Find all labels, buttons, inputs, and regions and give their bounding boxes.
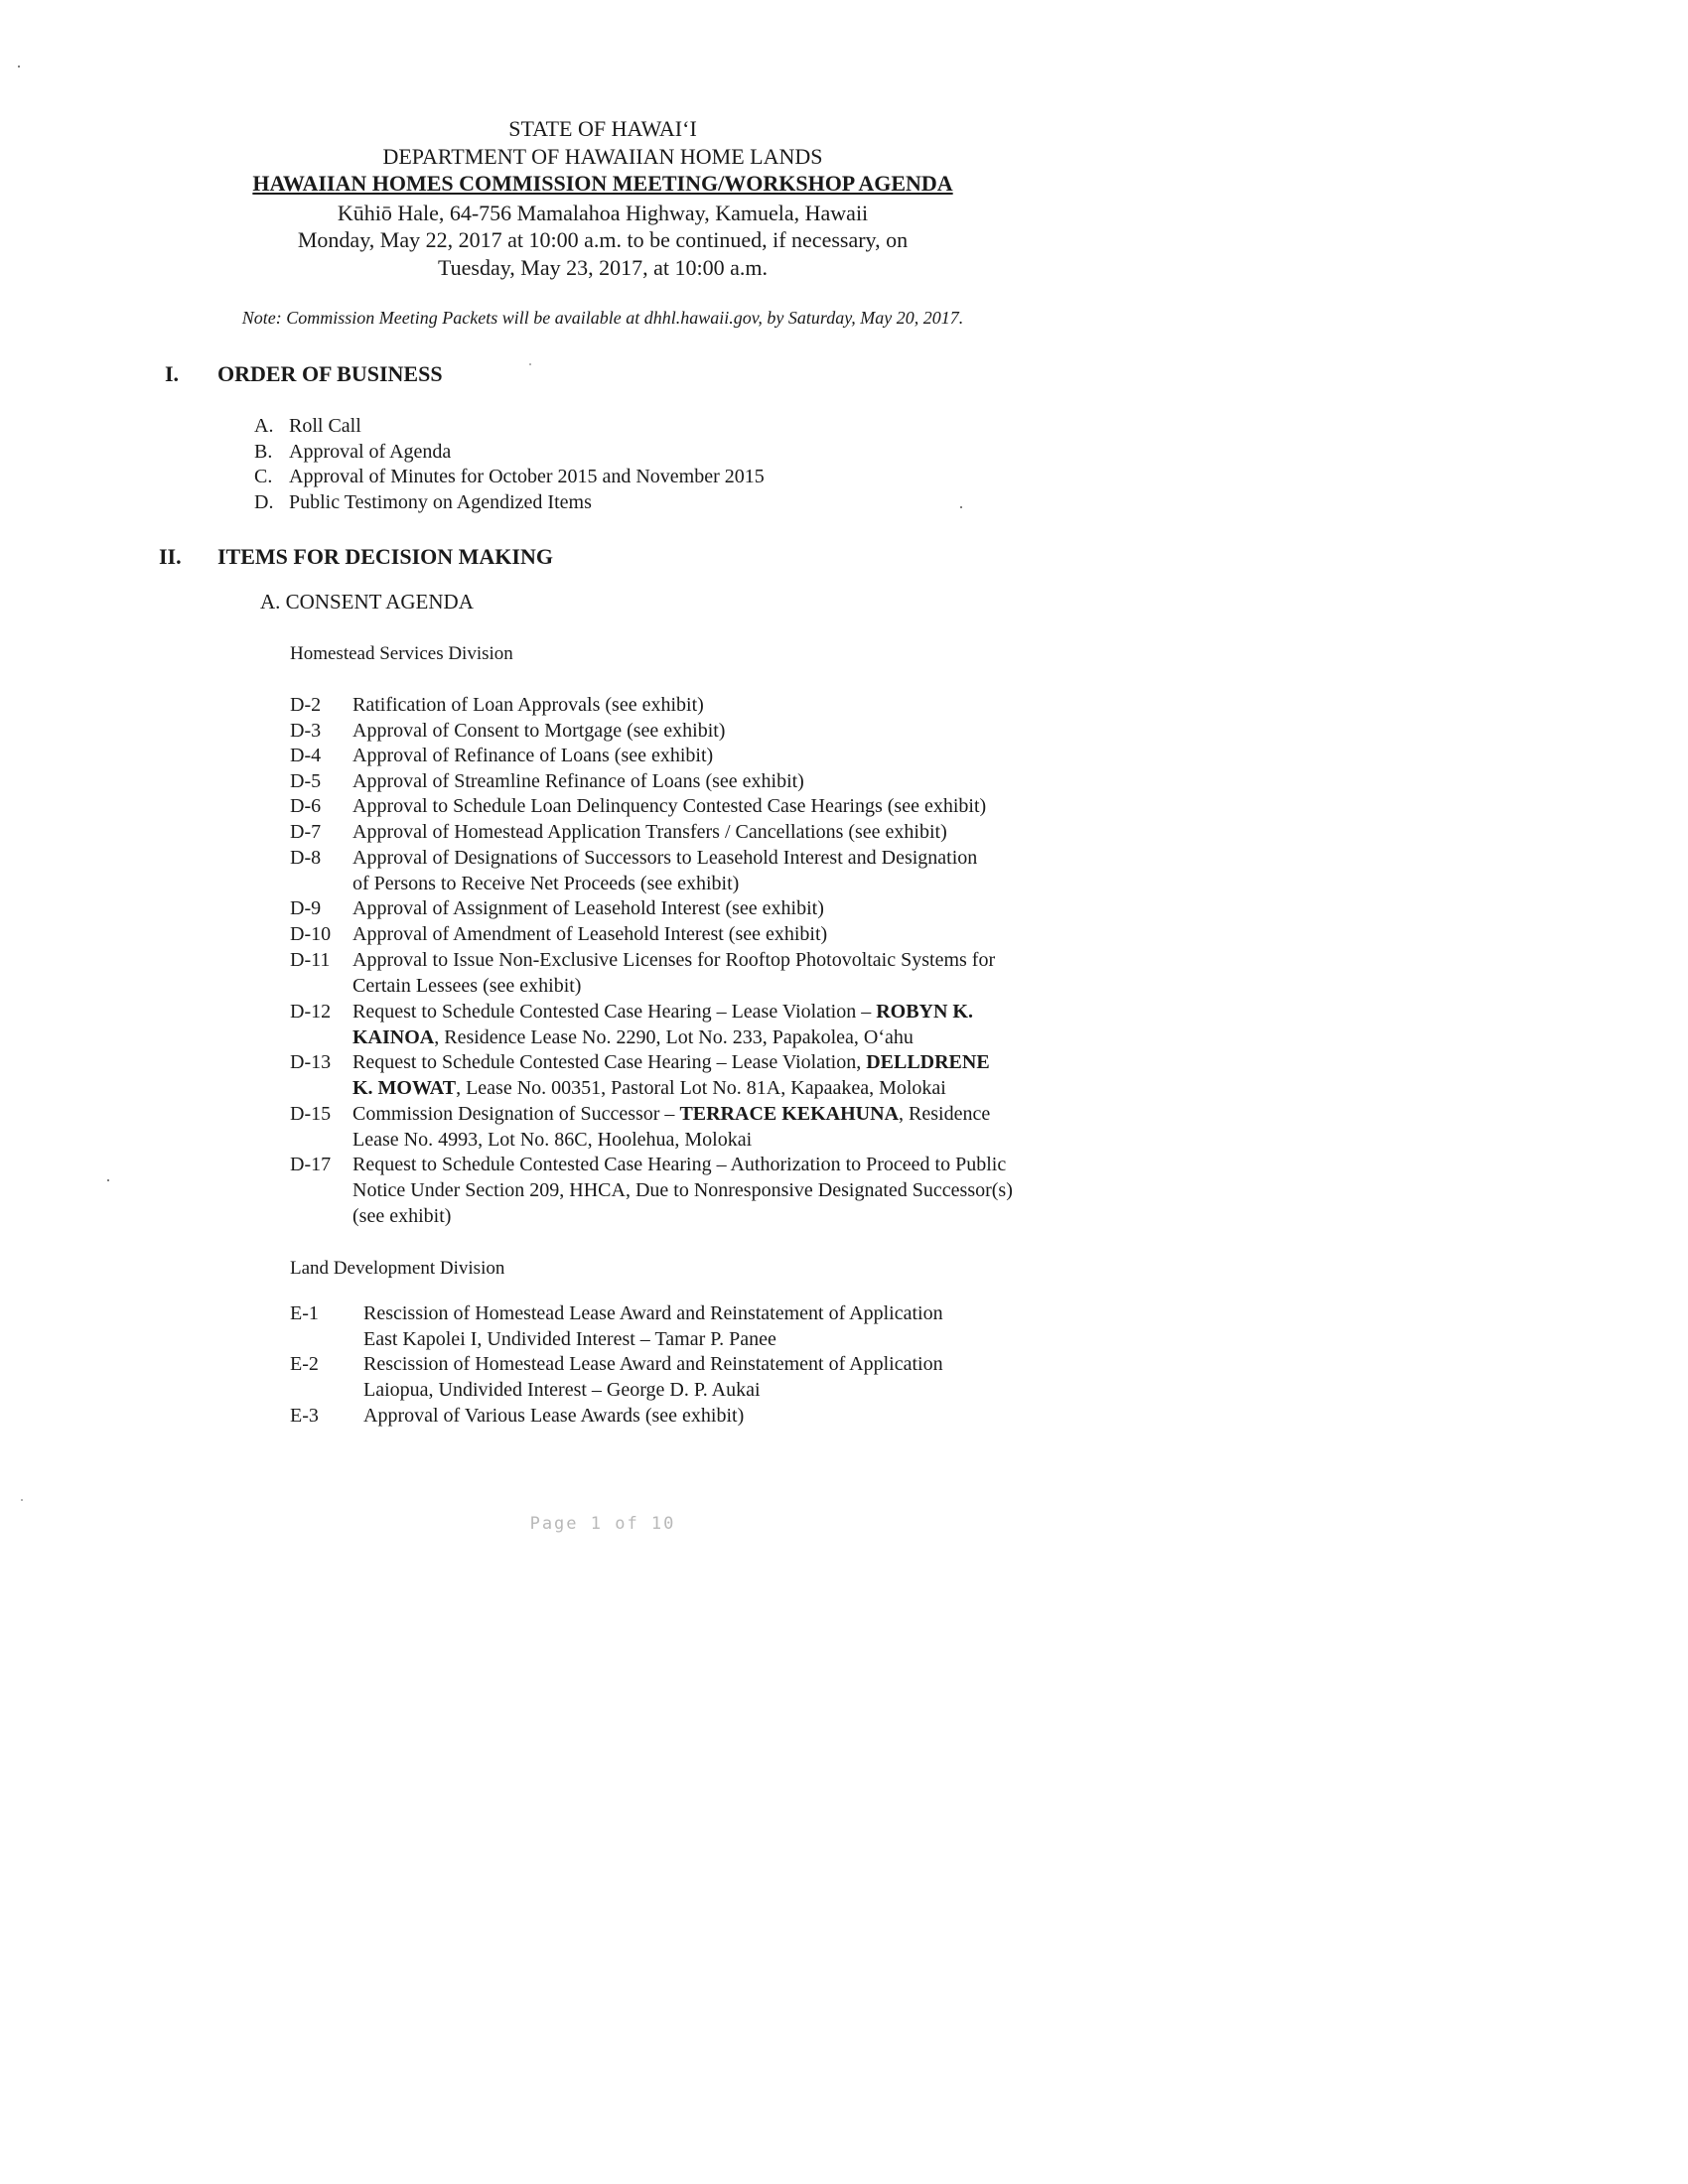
item-description: Approval of Streamline Refinance of Loans (see exhibit) xyxy=(352,770,804,792)
item-code: D-10 xyxy=(290,923,332,945)
item-description: Approval of Homestead Application Transfers / Cancellations (see exhibit) xyxy=(352,821,947,843)
item-code: D-2 xyxy=(290,694,322,716)
item-description: Approval of Assignment of Leasehold Interest (see exhibit) xyxy=(352,897,824,919)
item-code: E-1 xyxy=(290,1302,319,1324)
item-description-cont: Notice Under Section 209, HHCA, Due to Nonresponsive Designated Successor(s) xyxy=(352,1179,1013,1201)
item-code: E-2 xyxy=(290,1353,319,1375)
section-title: ITEMS FOR DECISION MAKING xyxy=(217,544,553,569)
item-code: D-7 xyxy=(290,821,322,843)
item-description: Request to Schedule Contested Case Hearing – Lease Violation – ROBYN K. xyxy=(352,1001,973,1023)
meeting-date-line1: Monday, May 22, 2017 at 10:00 a.m. to be continued, if necessary, on xyxy=(297,227,909,252)
item-code: D-11 xyxy=(290,949,331,971)
item-description-cont: KAINOA, Residence Lease No. 2290, Lot No. 233, Papakolea, O‘ahu xyxy=(352,1026,914,1048)
lessee-name: K. MOWAT xyxy=(352,1077,457,1099)
item-code: D-5 xyxy=(290,770,322,792)
list-item: Roll Call xyxy=(289,415,361,437)
item-description-cont: (see exhibit) xyxy=(352,1205,452,1227)
section-number: I. xyxy=(165,361,180,386)
item-description: Approval of Designations of Successors to Leasehold Interest and Designation xyxy=(352,847,978,869)
item-description: Ratification of Loan Approvals (see exhibit) xyxy=(352,694,704,716)
item-description-cont: Certain Lessees (see exhibit) xyxy=(352,975,582,997)
item-code: D-8 xyxy=(290,847,322,869)
lessee-name: TERRACE KEKAHUNA xyxy=(679,1103,900,1125)
list-item: Approval of Minutes for October 2015 and November 2015 xyxy=(289,466,765,487)
item-description: Approval to Schedule Loan Delinquency Contested Case Hearings (see exhibit) xyxy=(352,795,987,817)
item-description-cont: K. MOWAT, Lease No. 00351, Pastoral Lot No. 81A, Kapaakea, Molokai xyxy=(352,1077,946,1099)
lessee-name: KAINOA xyxy=(352,1026,435,1048)
item-description: Rescission of Homestead Lease Award and Reinstatement of Application xyxy=(363,1302,943,1324)
item-code: D-12 xyxy=(290,1001,332,1023)
item-description: Request to Schedule Contested Case Hearing – Lease Violation, DELLDRENE xyxy=(352,1051,990,1073)
agenda-title: HAWAIIAN HOMES COMMISSION MEETING/WORKSHOP AGENDA xyxy=(252,171,953,196)
list-item: Public Testimony on Agendized Items xyxy=(289,491,592,513)
lessee-name: ROBYN K. xyxy=(876,1001,973,1023)
item-code: D-3 xyxy=(290,720,322,742)
item-description-cont: of Persons to Receive Net Proceeds (see exhibit) xyxy=(352,873,740,894)
item-code: D-15 xyxy=(290,1103,332,1125)
item-code: E-3 xyxy=(290,1405,319,1427)
item-description: Approval of Amendment of Leasehold Interest (see exhibit) xyxy=(352,923,828,945)
item-description: Request to Schedule Contested Case Hearing – Authorization to Proceed to Public xyxy=(352,1154,1007,1175)
list-item-letter: D. xyxy=(254,491,274,513)
consent-agenda-heading: A. CONSENT AGENDA xyxy=(260,590,474,614)
division-heading: Land Development Division xyxy=(290,1258,505,1279)
item-description: Rescission of Homestead Lease Award and Reinstatement of Application xyxy=(363,1353,943,1375)
item-description: Commission Designation of Successor – TERRACE KEKAHUNA, Residence xyxy=(352,1103,991,1125)
item-code: D-4 xyxy=(290,745,322,766)
scan-speck xyxy=(21,1499,23,1501)
department-heading: DEPARTMENT OF HAWAIIAN HOME LANDS xyxy=(382,144,823,169)
meeting-date-line2: Tuesday, May 23, 2017, at 10:00 a.m. xyxy=(437,255,769,280)
division-heading: Homestead Services Division xyxy=(290,643,513,664)
meeting-location: Kūhiō Hale, 64-756 Mamalahoa Highway, Kamuela, Hawaii xyxy=(337,201,869,225)
item-description: Approval of Refinance of Loans (see exhibit) xyxy=(352,745,714,766)
section-title: ORDER OF BUSINESS xyxy=(217,361,443,386)
page-number: Page 1 of 10 xyxy=(529,1514,676,1534)
state-heading: STATE OF HAWAI‘I xyxy=(508,116,697,141)
item-description: Approval to Issue Non-Exclusive Licenses for Rooftop Photovoltaic Systems for xyxy=(352,949,996,971)
scan-speck xyxy=(529,363,531,365)
list-item: Approval of Agenda xyxy=(289,441,452,463)
scan-speck xyxy=(107,1179,109,1181)
item-description: Approval of Consent to Mortgage (see exhibit) xyxy=(352,720,726,742)
list-item-letter: B. xyxy=(254,441,273,463)
item-code: D-9 xyxy=(290,897,322,919)
section-number: II. xyxy=(159,544,182,569)
item-description-cont: East Kapolei I, Undivided Interest – Tamar P. Panee xyxy=(363,1328,776,1350)
packet-note: Note: Commission Meeting Packets will be available at dhhl.hawaii.gov, by Saturday, May 20, 2017. xyxy=(241,308,964,328)
item-description: Approval of Various Lease Awards (see exhibit) xyxy=(363,1405,745,1427)
lessee-name: DELLDRENE xyxy=(866,1051,990,1073)
scan-speck xyxy=(960,506,962,508)
list-item-letter: A. xyxy=(254,415,274,437)
item-description-cont: Lease No. 4993, Lot No. 86C, Hoolehua, Molokai xyxy=(352,1129,753,1151)
item-code: D-17 xyxy=(290,1154,332,1175)
list-item-letter: C. xyxy=(254,466,273,487)
item-code: D-13 xyxy=(290,1051,332,1073)
item-description-cont: Laiopua, Undivided Interest – George D. P. Aukai xyxy=(363,1379,761,1401)
scan-speck xyxy=(18,66,20,68)
item-code: D-6 xyxy=(290,795,322,817)
